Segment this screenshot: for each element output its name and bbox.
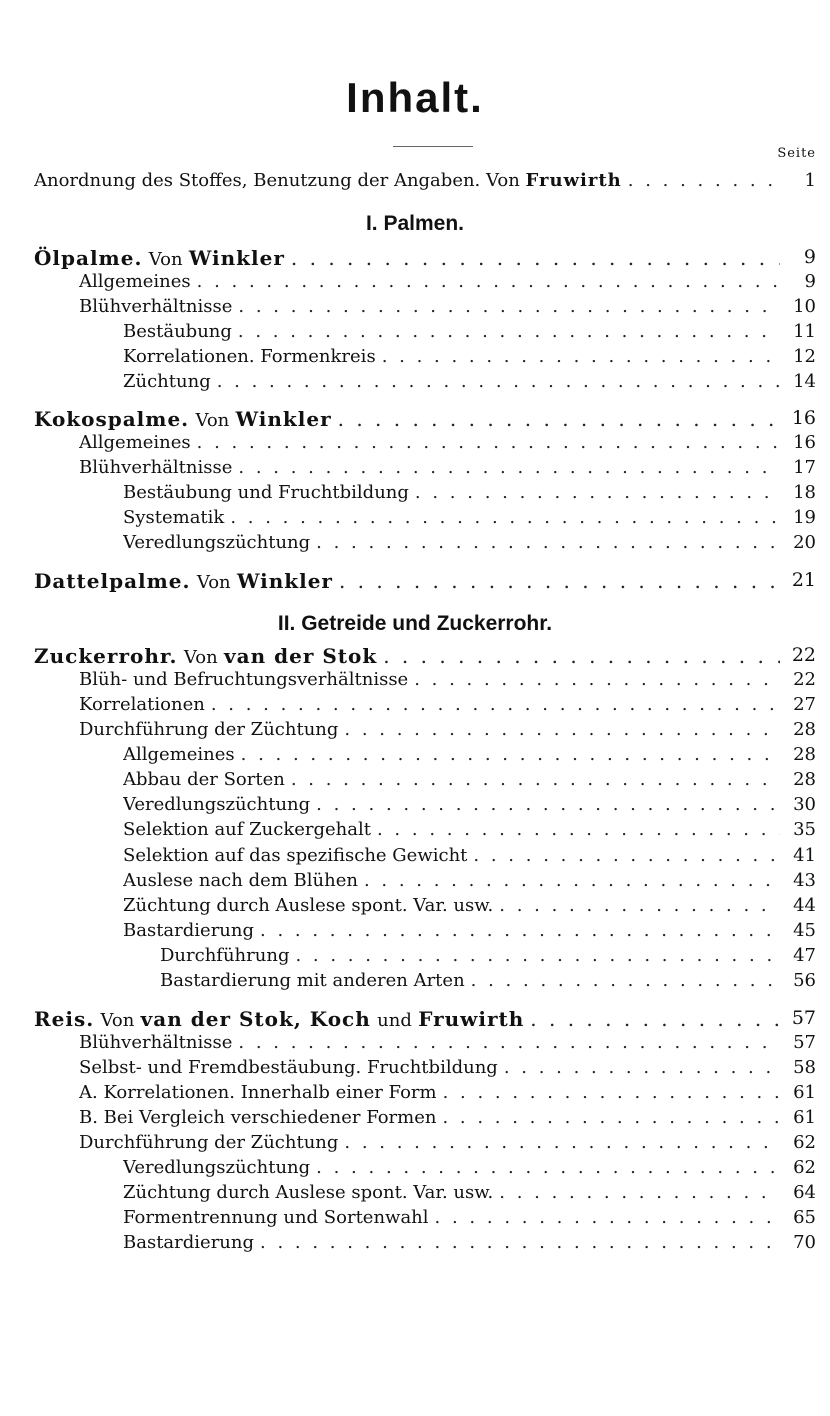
page-number: 11 xyxy=(793,321,816,342)
toc-entry xyxy=(123,895,780,919)
toc-row xyxy=(0,744,830,768)
toc-entry xyxy=(79,1032,780,1056)
page-number: 22 xyxy=(793,669,816,690)
dot-leader xyxy=(344,719,780,740)
toc-entry xyxy=(123,482,780,506)
toc-row xyxy=(0,669,830,693)
toc-entry xyxy=(79,1107,780,1131)
toc-row xyxy=(0,794,830,818)
page-number: 70 xyxy=(793,1232,816,1253)
dot-leader xyxy=(238,457,780,478)
toc-row xyxy=(0,1082,830,1106)
dot-leader xyxy=(504,1057,780,1078)
page-number: 47 xyxy=(793,945,816,966)
dot-leader xyxy=(628,170,780,191)
page-number: 61 xyxy=(793,1082,816,1103)
entry-von: Von xyxy=(195,410,230,431)
entry-text: Korrelationen xyxy=(79,694,205,715)
section-heading-getreide: II. Getreide und Zuckerrohr. xyxy=(277,612,553,635)
entry-von: Von xyxy=(183,647,218,668)
page-number: 62 xyxy=(793,1157,816,1178)
page-number: 27 xyxy=(793,694,816,715)
intro-author: Fruwirth xyxy=(525,170,622,191)
page-title: Inhalt. xyxy=(346,74,484,121)
toc-row xyxy=(0,644,830,668)
page-number: 16 xyxy=(791,407,816,429)
entry-text: Bestäubung xyxy=(123,321,232,342)
dot-leader xyxy=(339,569,780,593)
page-number: 16 xyxy=(793,432,816,453)
toc-row xyxy=(0,1132,830,1156)
toc-entry xyxy=(34,246,780,270)
toc-entry xyxy=(34,1007,780,1031)
toc-entry xyxy=(123,870,780,894)
toc-row xyxy=(0,920,830,944)
intro-text: Anordnung des Stoffes, Benutzung der Angaben. Von xyxy=(34,170,520,191)
toc-entry xyxy=(123,769,780,793)
page-number: 64 xyxy=(793,1182,816,1203)
toc-entry xyxy=(123,532,780,556)
toc-row xyxy=(0,407,830,431)
toc-row xyxy=(0,1032,830,1056)
entry-text: Selektion auf Zuckergehalt xyxy=(123,819,371,840)
dot-leader xyxy=(238,296,780,317)
toc-entry xyxy=(79,1082,780,1106)
entry-text: Bastardierung mit anderen Arten xyxy=(160,970,465,991)
entry-author-2: Fruwirth xyxy=(418,1007,525,1031)
toc-row xyxy=(0,507,830,531)
entry-text: Bastardierung xyxy=(123,920,255,941)
toc-row xyxy=(0,819,830,843)
toc-entry xyxy=(123,920,780,944)
entry-und: und xyxy=(377,1010,412,1031)
dot-leader xyxy=(260,920,780,941)
dot-leader xyxy=(377,819,780,840)
toc-row xyxy=(0,271,830,295)
page-number: 61 xyxy=(793,1107,816,1128)
entry-author: Winkler xyxy=(235,407,332,431)
dot-leader xyxy=(316,794,780,815)
dot-leader xyxy=(382,346,780,367)
toc-entry xyxy=(160,970,780,994)
toc-entry xyxy=(160,945,780,969)
entry-text: Abbau der Sorten xyxy=(123,769,285,790)
toc-entry xyxy=(79,1057,780,1081)
toc-entry xyxy=(123,744,780,768)
entry-heading: Reis. xyxy=(34,1007,95,1031)
toc-row xyxy=(0,1057,830,1081)
entry-text: Veredlungszüchtung xyxy=(123,532,311,553)
dot-leader xyxy=(435,1207,780,1228)
toc-entry xyxy=(123,371,780,395)
dot-leader xyxy=(197,432,780,453)
entry-heading: Ölpalme. xyxy=(34,246,143,270)
dot-leader xyxy=(344,1132,780,1153)
page-number: 18 xyxy=(793,482,816,503)
entry-text: Allgemeines xyxy=(123,744,235,765)
page-number: 30 xyxy=(793,794,816,815)
page-number: 56 xyxy=(793,970,816,991)
page-number: 44 xyxy=(793,895,816,916)
toc-row xyxy=(0,1107,830,1131)
dot-leader xyxy=(241,744,780,765)
entry-text: Züchtung durch Auslese spont. Var. usw. xyxy=(123,1182,494,1203)
toc-entry xyxy=(79,457,780,481)
entry-text: Züchtung xyxy=(123,371,211,392)
toc-row xyxy=(0,769,830,793)
toc-row xyxy=(0,945,830,969)
toc-entry xyxy=(79,1132,780,1156)
toc-row xyxy=(0,845,830,869)
dot-leader xyxy=(499,895,780,916)
page-number: 17 xyxy=(793,457,816,478)
toc-entry xyxy=(123,346,780,370)
toc-row xyxy=(0,569,830,593)
intro-entry xyxy=(34,170,780,194)
entry-text: Durchführung der Züchtung xyxy=(79,719,339,740)
intro-row xyxy=(0,170,830,194)
toc-entry xyxy=(79,694,780,718)
entry-text: Allgemeines xyxy=(79,432,191,453)
toc-entry xyxy=(123,1207,780,1231)
dot-leader xyxy=(260,1232,780,1253)
page-number: 28 xyxy=(793,769,816,790)
page-number: 57 xyxy=(793,1032,816,1053)
entry-author: van der Stok, Koch xyxy=(140,1007,371,1031)
intro-page: 1 xyxy=(804,170,816,191)
entry-text: Durchführung der Züchtung xyxy=(79,1132,339,1153)
dot-leader xyxy=(295,945,780,966)
entry-text: Züchtung durch Auslese spont. Var. usw. xyxy=(123,895,494,916)
entry-text: Auslese nach dem Blühen xyxy=(123,870,358,891)
toc-row xyxy=(0,1232,830,1256)
toc-row xyxy=(0,457,830,481)
toc-row xyxy=(0,482,830,506)
toc-row xyxy=(0,532,830,556)
entry-text: Veredlungszüchtung xyxy=(123,794,311,815)
dot-leader xyxy=(238,1032,780,1053)
toc-entry xyxy=(79,669,780,693)
toc-row xyxy=(0,870,830,894)
page-number: 12 xyxy=(793,346,816,367)
entry-heading: Dattelpalme. xyxy=(34,569,191,593)
entry-text: Selektion auf das spezifische Gewicht xyxy=(123,845,468,866)
page-number: 14 xyxy=(793,371,816,392)
toc-entry xyxy=(123,845,780,869)
entry-heading: Zuckerrohr. xyxy=(34,644,178,668)
toc-entry xyxy=(79,719,780,743)
dot-leader xyxy=(291,769,780,790)
page-number: 65 xyxy=(793,1207,816,1228)
dot-leader xyxy=(364,870,780,891)
toc-row xyxy=(0,719,830,743)
dot-leader xyxy=(499,1182,780,1203)
entry-author: van der Stok xyxy=(224,644,378,668)
dot-leader xyxy=(383,644,780,668)
entry-text: Blühverhältnisse xyxy=(79,296,233,317)
toc-row xyxy=(0,321,830,345)
dot-leader xyxy=(316,1157,780,1178)
toc-row xyxy=(0,246,830,270)
toc-entry xyxy=(79,432,780,456)
dot-leader xyxy=(473,845,780,866)
toc-entry xyxy=(123,1232,780,1256)
toc-row xyxy=(0,1007,830,1031)
toc-row xyxy=(0,895,830,919)
entry-text: Blüh- und Befruchtungsverhältnisse xyxy=(79,669,409,690)
toc-row xyxy=(0,1182,830,1206)
toc-entry xyxy=(123,1157,780,1181)
dot-leader xyxy=(197,271,780,292)
toc-row xyxy=(0,346,830,370)
page-number: 28 xyxy=(793,719,816,740)
dot-leader xyxy=(443,1082,780,1103)
dot-leader xyxy=(414,669,780,690)
entry-text: A. Korrelationen. Innerhalb einer Form xyxy=(79,1082,437,1103)
dot-leader xyxy=(316,532,780,553)
title-rule xyxy=(393,146,473,147)
entry-text: Blühverhältnisse xyxy=(79,1032,233,1053)
entry-text: Formentrennung und Sortenwahl xyxy=(123,1207,429,1228)
dot-leader xyxy=(217,371,780,392)
toc-entry xyxy=(123,819,780,843)
dot-leader xyxy=(238,321,780,342)
page-number: 22 xyxy=(791,644,816,666)
page-number: 62 xyxy=(793,1132,816,1153)
page-number: 58 xyxy=(793,1057,816,1078)
toc-row xyxy=(0,432,830,456)
seite-label: Seite xyxy=(777,146,816,161)
entry-text: Korrelationen. Formenkreis xyxy=(123,346,376,367)
entry-text: Bastardierung xyxy=(123,1232,255,1253)
section-heading-palmen: I. Palmen. xyxy=(365,212,465,235)
entry-heading: Kokospalme. xyxy=(34,407,190,431)
page-number: 21 xyxy=(791,569,816,591)
entry-author: Winkler xyxy=(237,569,333,593)
entry-von: Von xyxy=(148,249,183,270)
page-number: 41 xyxy=(793,845,816,866)
entry-von: Von xyxy=(196,572,231,593)
entry-text: B. Bei Vergleich verschiedener Formen xyxy=(79,1107,437,1128)
entry-text: Blühverhältnisse xyxy=(79,457,233,478)
entry-text: Veredlungszüchtung xyxy=(123,1157,311,1178)
toc-entry xyxy=(34,407,780,431)
toc-row xyxy=(0,970,830,994)
page-number: 35 xyxy=(793,819,816,840)
toc-entry xyxy=(34,569,780,593)
dot-leader xyxy=(291,246,780,270)
dot-leader xyxy=(442,1107,780,1128)
page-number: 9 xyxy=(804,271,816,292)
entry-text: Systematik xyxy=(123,507,225,528)
toc-entry xyxy=(123,1182,780,1206)
page-number: 43 xyxy=(793,870,816,891)
dot-leader xyxy=(211,694,780,715)
entry-text: Allgemeines xyxy=(79,271,191,292)
toc-entry xyxy=(123,321,780,345)
page-number: 57 xyxy=(791,1007,816,1029)
toc-entry xyxy=(79,271,780,295)
toc-row xyxy=(0,296,830,320)
dot-leader xyxy=(415,482,780,503)
toc-entry xyxy=(123,507,780,531)
page-number: 45 xyxy=(793,920,816,941)
page-number: 9 xyxy=(803,246,816,268)
entry-author: Winkler xyxy=(188,246,285,270)
toc-entry xyxy=(79,296,780,320)
page-number: 20 xyxy=(793,532,816,553)
page-number: 28 xyxy=(793,744,816,765)
toc-entry xyxy=(34,644,780,668)
toc-entry xyxy=(123,794,780,818)
dot-leader xyxy=(338,407,780,431)
toc-row xyxy=(0,1207,830,1231)
entry-text: Selbst- und Fremdbestäubung. Fruchtbildung xyxy=(79,1057,498,1078)
dot-leader xyxy=(230,507,780,528)
entry-von: Von xyxy=(100,1010,135,1031)
entry-text: Durchführung xyxy=(160,945,290,966)
toc-row xyxy=(0,1157,830,1181)
entry-text: Bestäubung und Fruchtbildung xyxy=(123,482,409,503)
dot-leader xyxy=(471,970,780,991)
page-number: 19 xyxy=(793,507,816,528)
toc-row xyxy=(0,371,830,395)
page-number: 10 xyxy=(793,296,816,317)
toc-row xyxy=(0,694,830,718)
dot-leader xyxy=(530,1007,780,1031)
